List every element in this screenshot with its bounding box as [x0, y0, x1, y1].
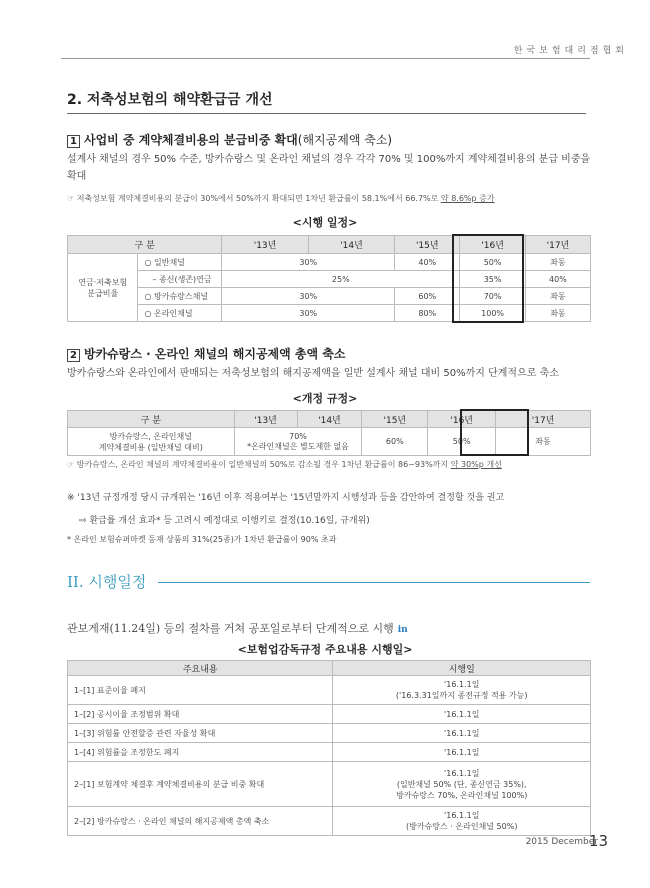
header-category: 구 분 [68, 236, 222, 254]
part-2-intro [67, 620, 408, 636]
date-cell [333, 807, 591, 836]
cell: 좌동 [525, 305, 590, 322]
table-2-note-text: ☞ 방카슈랑스, 온라인 채널의 계약체결비용이 일반채널의 50%로 감소될 경우 1차년 환급률이 86~93%까지 [67, 460, 449, 469]
cell: 80% [395, 305, 460, 322]
header-2013: '13년 [222, 236, 308, 254]
item-cell: 1–[4] 위험률을 조정한도 폐지 [68, 743, 333, 762]
date-line: 방카슈랑스 70%, 온라인채널 100%) [396, 790, 528, 800]
date-cell [333, 724, 591, 743]
part-2-title: II. 시행일정 [67, 573, 147, 591]
subsection-1-number: 1 [67, 135, 80, 148]
subsection-2-title [67, 345, 345, 362]
part-2-intro-text: 관보게재(11.24일) 등의 절차를 거쳐 공포일로부터 단계적으로 시행 [67, 622, 394, 635]
row-label-line: 계약체결비용 (일반채널 대비) [98, 442, 203, 452]
subsection-1-note-highlight: 약 8.6%p 증가 [440, 194, 495, 203]
header-2015: '15년 [395, 236, 460, 254]
cell: 40% [395, 254, 460, 271]
header-content: 주요내용 [68, 661, 333, 676]
date-line: '16.1.1일 [444, 680, 480, 689]
date-line: '16.1.1일 [444, 728, 480, 738]
page-number: 13 [588, 832, 608, 850]
cell [234, 428, 362, 456]
table-3-caption: <보험업감독규정 주요내용 시행일> [237, 643, 413, 656]
subsection-1-note-text: ☞ 저축성보험 계약체결비용의 분급이 30%에서 50%까지 확대되면 1차년 환급률이 58.1%에서 66.7%로 [67, 194, 439, 203]
cell: 좌동 [525, 288, 590, 305]
header-2014: '14년 [297, 411, 362, 428]
cell: 좌동 [525, 254, 590, 271]
table-row [68, 762, 591, 807]
date-cell [333, 762, 591, 807]
cell: 30% [222, 305, 395, 322]
cell: 70% [460, 288, 526, 305]
cell-line: 70% [289, 431, 307, 441]
item-cell: 1–[1] 표준이율 폐지 [68, 676, 333, 705]
cell: 30% [222, 254, 395, 271]
header-2017: '17년 [496, 411, 591, 428]
highlight-2016-column [452, 234, 524, 323]
group-label [68, 254, 138, 322]
schedule-table-2 [67, 660, 591, 836]
date-cell [333, 676, 591, 705]
subsection-1-title [67, 131, 392, 148]
subsection-1-title-paren: (해지공제액 축소) [297, 133, 393, 147]
date-line: '16.1.1일 [444, 811, 480, 820]
header-2015: '15년 [362, 411, 428, 428]
cell: 100% [460, 305, 526, 322]
section-rule [67, 113, 586, 114]
cell: 60% [362, 428, 428, 456]
table-2-caption: <개정 규정> [292, 392, 358, 405]
highlight-2016-column [460, 409, 529, 456]
remark-line: ※ '13년 규정개정 당시 규개위는 '16년 이후 적용여부는 '15년말까지 시행성과 등을 감안하여 결정할 것을 권고 [67, 493, 505, 503]
table-2-note-highlight: 약 30%p 개선 [450, 460, 502, 469]
table-row [68, 676, 591, 705]
item-cell: 1–[3] 위험률 안전할증 관련 자율성 확대 [68, 724, 333, 743]
subsection-2-paragraph: 방카슈랑스와 온라인에서 판매되는 저축성보험의 해지공제액을 일반 설계사 채널 대비 50%까지 단계적으로 축소 [67, 368, 559, 379]
cell: 25% [222, 271, 460, 288]
subsection-2-title-text: 방카슈랑스 · 온라인 채널의 해지공제액 총액 축소 [84, 347, 346, 361]
date-line: '16.1.1일 [444, 747, 480, 757]
subsection-1-title-text: 사업비 중 계약체결비용의 분급비중 확대 [84, 133, 298, 147]
header-category: 구 분 [68, 411, 235, 428]
header-rule [61, 58, 590, 59]
table-header-row [68, 661, 591, 676]
date-line: '16.1.1일 [444, 768, 480, 778]
footer-date: 2015 December [525, 837, 598, 847]
header-2016: '16년 [460, 236, 526, 254]
cell: 40% [525, 271, 590, 288]
row-label: ○ 일반채널 [138, 254, 222, 271]
cell: 35% [460, 271, 526, 288]
table-1-caption: <시행 일정> [292, 216, 358, 229]
subsection-2-number: 2 [67, 349, 80, 362]
cell: 30% [222, 288, 395, 305]
cell-line: *온라인채널은 별도제한 없음 [247, 441, 349, 451]
section-title: 2. 저축성보험의 해약환급금 개선 [67, 92, 273, 108]
subsection-1-paragraph: 설계사 채널의 경우 50% 수준, 방카슈랑스 및 온라인 채널의 경우 각각 70% 및 100%까지 계약체결비용의 분급 비중을 확대 [67, 154, 591, 182]
cell: 50% [428, 428, 496, 456]
remark-line: ⇨ 환급률 개선 효과* 등 고려시 예정대로 이행키로 결정(10.16일, 규개위) [79, 516, 370, 526]
date-cell [333, 743, 591, 762]
header-date: 시행일 [333, 661, 591, 676]
date-line: ('16.3.31일까지 종전규정 적용 가능) [395, 691, 528, 700]
group-label-line: 분급비율 [87, 288, 119, 298]
table-row [68, 724, 591, 743]
date-line: (방카슈랑스 · 온라인채널 50%) [405, 822, 518, 831]
item-cell: 2–[1] 보험계약 체결후 계약체결비용의 분급 비중 확대 [68, 762, 333, 807]
table-row [68, 705, 591, 724]
link-in-icon: in [397, 625, 408, 635]
subsection-1-note [67, 193, 495, 204]
group-label-line: 연금·저축보험 [78, 277, 128, 287]
header-brand: 한국보험대리점협회 [513, 46, 628, 56]
row-label: ○ 방카슈랑스채널 [138, 288, 222, 305]
header-2017: '17년 [525, 236, 590, 254]
header-2013: '13년 [234, 411, 297, 428]
cell: 60% [395, 288, 460, 305]
row-label [68, 428, 235, 456]
table-2-note [67, 459, 502, 470]
remark-footnote: * 온라인 보험슈퍼마켓 등재 상품의 31%(25종)가 1차년 환급률이 90% 초과 [67, 535, 337, 544]
item-cell: 1–[2] 공시이율 조정범위 확대 [68, 705, 333, 724]
date-line: '16.1.1일 [444, 709, 480, 719]
row-label: ○ 온라인채널 [138, 305, 222, 322]
cell: 50% [460, 254, 526, 271]
header-2016: '16년 [428, 411, 496, 428]
row-label: – 종신(생존)연금 [138, 271, 222, 288]
table-row [68, 807, 591, 836]
date-line: (일반채널 50% (단, 종신연금 35%), [396, 779, 527, 789]
date-cell [333, 705, 591, 724]
item-cell: 2–[2] 방카슈랑스 · 온라인 채널의 해지공제액 총액 축소 [68, 807, 333, 836]
part-2-rule [158, 582, 590, 583]
header-2014: '14년 [308, 236, 394, 254]
row-label-line: 방카슈랑스, 온라인채널 [109, 431, 192, 441]
cell: 좌동 [496, 428, 591, 456]
table-row [68, 743, 591, 762]
